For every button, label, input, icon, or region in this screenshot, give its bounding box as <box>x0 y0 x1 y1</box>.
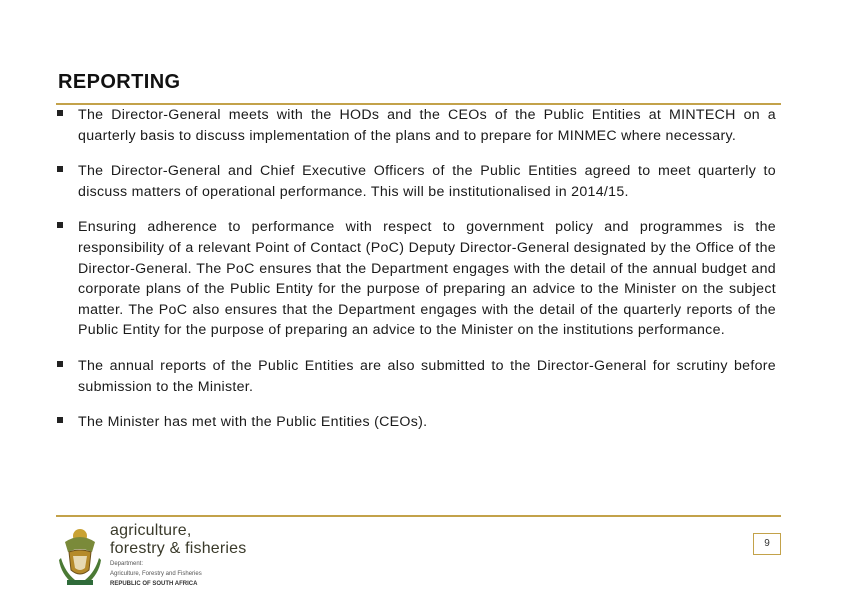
list-item <box>56 412 776 433</box>
country-name: REPUBLIC OF SOUTH AFRICA <box>110 581 198 587</box>
bullet-text: Ensuring adherence to performance with respect to government policy and programmes is the responsibility of a relevant Point of Contact (PoC) Deputy Director-General designated by the Office of the Director-General. The PoC ensures that the Department engages with the detail of the annual budget and corporate plans of the Public Entity for the purpose of preparing an advice to the Minister on the subject matter. The PoC also ensures that the Department engages with the detail of the quarterly reports of the Public Entity for the purpose of preparing an advice to the Minister on the institutions performance. <box>78 219 776 339</box>
department-label: Department: <box>110 561 144 567</box>
bullet-square-icon <box>57 417 63 423</box>
bullet-text: The Director-General and Chief Executive Officers of the Public Entities agreed to meet quarterly to discuss matters of operational performance. This will be institutionalised in 2014/15. <box>78 163 776 200</box>
page-number: 9 <box>753 533 781 555</box>
bullet-square-icon <box>57 166 63 172</box>
bullet-square-icon <box>57 222 63 228</box>
bullet-text: The Minister has met with the Public Entities (CEOs). <box>78 414 428 431</box>
list-item <box>56 161 776 202</box>
brand-line-1: agriculture, <box>110 522 192 539</box>
department-brand <box>110 522 246 588</box>
coat-of-arms-icon <box>55 522 105 588</box>
footer-divider <box>56 515 781 517</box>
list-item <box>56 356 776 397</box>
brand-line-2: forestry & fisheries <box>110 540 247 557</box>
bullet-text: The Director-General meets with the HODs and the CEOs of the Public Entities at MINTECH on a quarterly basis to discuss implementation of the plans and to prepare for MINMEC where necessary. <box>78 107 776 144</box>
bullet-list <box>56 105 776 433</box>
list-item <box>56 105 776 146</box>
bullet-square-icon <box>57 361 63 367</box>
bullet-square-icon <box>57 110 63 116</box>
department-name: Agriculture, Forestry and Fisheries <box>110 571 202 577</box>
page-title: REPORTING <box>58 71 181 93</box>
list-item <box>56 217 776 341</box>
bullet-text: The annual reports of the Public Entities are also submitted to the Director-General for scrutiny before submission to the Minister. <box>78 357 776 395</box>
